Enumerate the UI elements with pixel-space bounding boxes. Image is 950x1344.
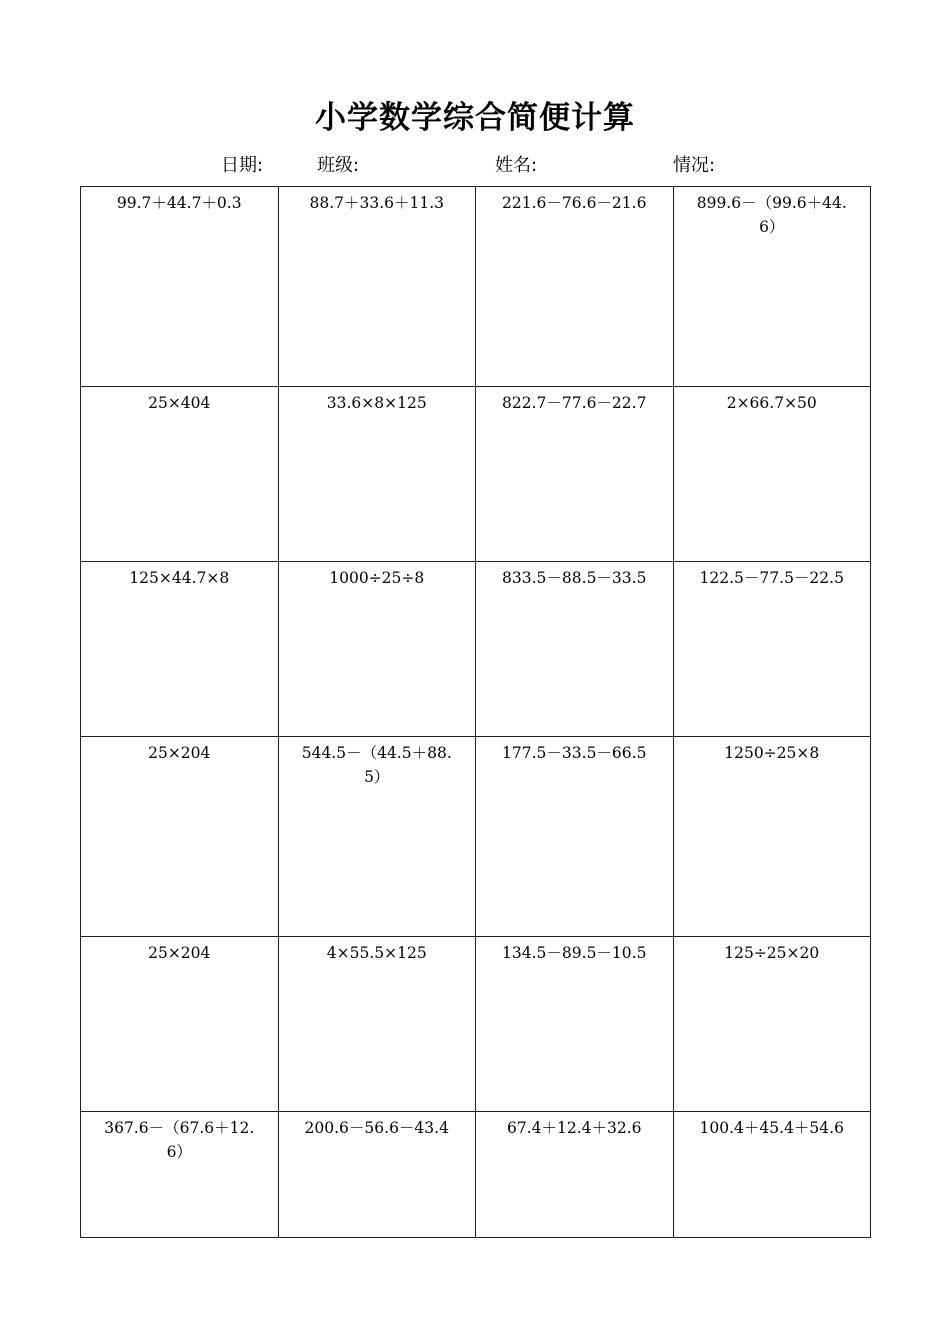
problem-row (81, 737, 871, 937)
problem-cell: 25×204 (81, 937, 279, 1112)
name-label: 姓名: (495, 155, 538, 176)
problem-cell: 833.5－88.5－33.5 (476, 562, 674, 737)
problem-row (81, 1112, 871, 1238)
date-label: 日期: (221, 155, 264, 176)
page-title: 小学数学综合简便计算 (315, 100, 635, 136)
problem-row (81, 937, 871, 1112)
problem-cell: 25×404 (81, 387, 279, 562)
problem-cell: 367.6－（67.6＋12.6） (81, 1112, 279, 1238)
problem-cell: 134.5－89.5－10.5 (476, 937, 674, 1112)
problem-cell: 1000÷25÷8 (278, 562, 476, 737)
problem-cell: 25×204 (81, 737, 279, 937)
problem-cell: 822.7－77.6－22.7 (476, 387, 674, 562)
problem-cell: 221.6－76.6－21.6 (476, 187, 674, 387)
problem-cell: 200.6－56.6－43.4 (278, 1112, 476, 1238)
problem-cell: 125÷25×20 (673, 937, 871, 1112)
problem-cell: 544.5－（44.5＋88.5） (278, 737, 476, 937)
problem-cell: 122.5－77.5－22.5 (673, 562, 871, 737)
problem-cell: 88.7＋33.6＋11.3 (278, 187, 476, 387)
problem-row (81, 187, 871, 387)
problem-cell: 1250÷25×8 (673, 737, 871, 937)
problem-cell: 100.4＋45.4＋54.6 (673, 1112, 871, 1238)
problem-row (81, 562, 871, 737)
problem-cell: 33.6×8×125 (278, 387, 476, 562)
problem-grid (80, 186, 871, 1238)
class-label: 班级: (317, 155, 360, 176)
problem-cell: 2×66.7×50 (673, 387, 871, 562)
problem-row (81, 387, 871, 562)
problem-cell: 125×44.7×8 (81, 562, 279, 737)
problem-cell: 899.6－（99.6＋44.6） (673, 187, 871, 387)
problem-cell: 4×55.5×125 (278, 937, 476, 1112)
problem-cell: 99.7＋44.7＋0.3 (81, 187, 279, 387)
problem-cell: 177.5－33.5－66.5 (476, 737, 674, 937)
problem-cell: 67.4＋12.4＋32.6 (476, 1112, 674, 1238)
status-label: 情况: (673, 155, 716, 176)
